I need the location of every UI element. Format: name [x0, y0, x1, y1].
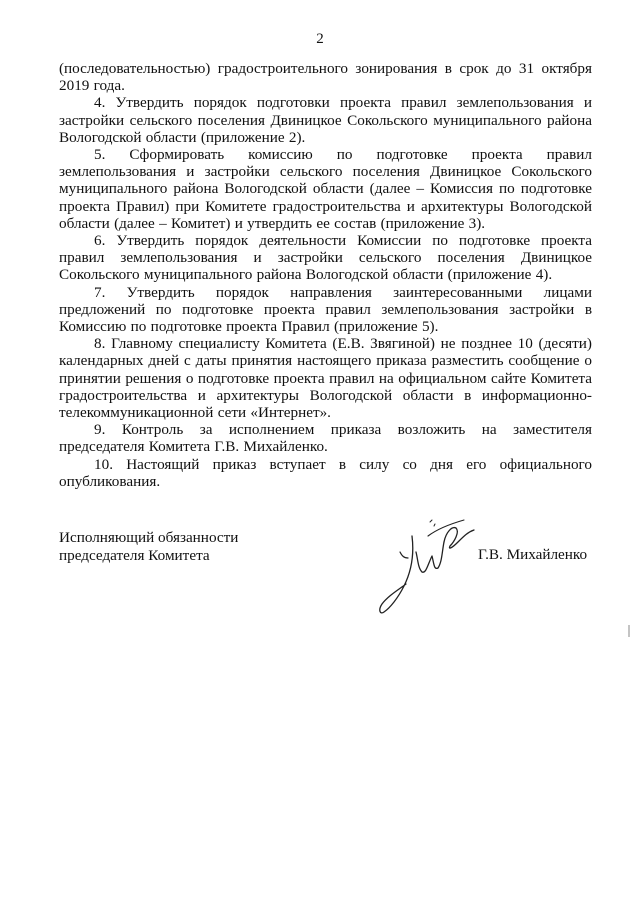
- handwritten-signature: [370, 512, 490, 622]
- paragraph-item-6: 6. Утвердить порядок деятельности Комиссии по подготовке проекта правил землепользования и застройки сельского поселения Двиницкое Сокольского муниципального района Вологодской области (приложение 4).: [59, 232, 592, 284]
- paragraph-item-5: 5. Сформировать комиссию по подготовке проекта правил землепользования и застройки сельского поселения Двиницкое Сокольского муниципального района Вологодской области (далее – Комиссия по подготовке проекта Правил) при Комитете градостроительства и архитектуры Вологодской области (далее – Комитет) и утвердить ее состав (приложение 3).: [59, 146, 592, 232]
- paragraph-item-9: 9. Контроль за исполнением приказа возложить на заместителя председателя Комитета Г.В. Михайленко.: [59, 421, 592, 456]
- paragraph-continuation: (последовательностью) градостроительного зонирования в срок до 31 октября 2019 года.: [59, 60, 592, 95]
- signature-stroke-6: [400, 552, 408, 558]
- signature-stroke-3: [444, 528, 474, 548]
- signatory-position: [59, 529, 299, 564]
- document-body: [59, 60, 592, 490]
- signer-name: Г.В. Михайленко: [478, 546, 588, 563]
- paragraph-item-8: 8. Главному специалисту Комитета (Е.В. Звягиной) не позднее 10 (десяти) календарных дней с даты принятия настоящего приказа разместить сообщение о принятии решения о подготовке проекта правил на официальном сайте Комитета градостроительства и архитектуры Вологодской области в информационно-телекоммуникационной сети «Интернет».: [59, 335, 592, 422]
- paragraph-item-7: 7. Утвердить порядок направления заинтересованными лицами предложений по подготовке проекта правил землепользования застройки в Комиссию по подготовке проекта Правил (приложение 5).: [59, 283, 592, 336]
- paragraph-item-10: 10. Настоящий приказ вступает в силу со дня его официального опубликования.: [59, 455, 592, 490]
- signatory-position-line-1: Исполняющий обязанности: [59, 529, 239, 546]
- page-number: 2: [316, 31, 324, 47]
- paragraph-item-4: 4. Утвердить порядок подготовки проекта правил землепользования и застройки сельского поселения Двиницкое Сокольского муниципального района Вологодской области (приложение 2).: [59, 94, 592, 146]
- signature-stroke-2: [416, 542, 444, 572]
- signature-stroke-4: [428, 520, 464, 536]
- signature-stroke-1: [380, 536, 413, 613]
- signatory-position-line-2: председателя Комитета: [59, 546, 210, 564]
- signature-stroke-5: [430, 520, 435, 526]
- scan-edge-mark: [628, 625, 630, 637]
